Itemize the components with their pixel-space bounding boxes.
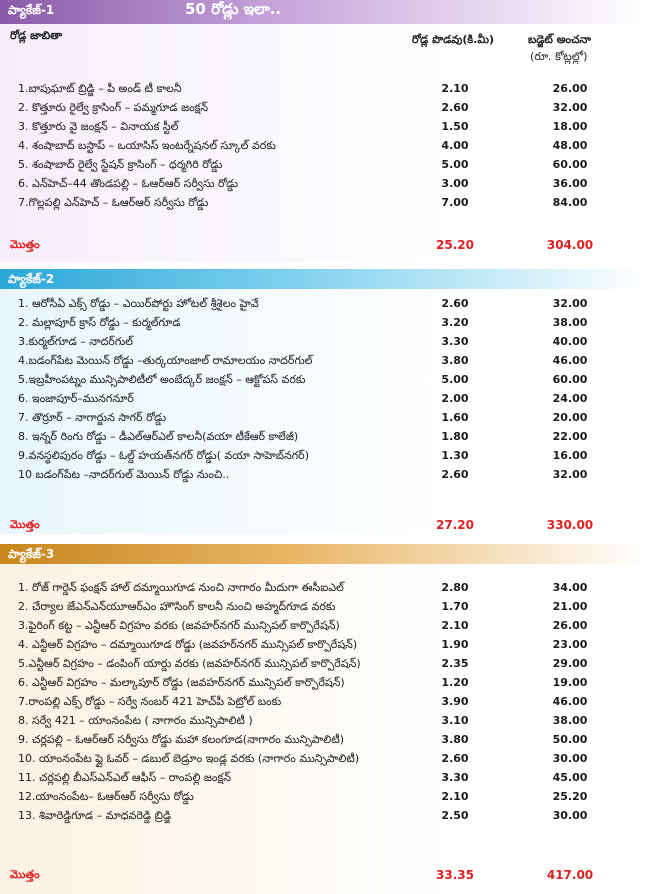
road-length: 2.60: [441, 468, 469, 481]
road-length: 2.10: [441, 790, 469, 803]
total-label: మొత్తం: [10, 518, 40, 531]
table-row: [0, 693, 647, 712]
road-length: 1.70: [441, 600, 469, 613]
column-header-budget-unit: (రూ. కోట్లల్లో): [530, 50, 588, 63]
road-name: 8. ఇన్నర్ రింగు రోడ్డు – డీఎల్‌ఆర్‌ఎల్ కాలనీ(వయా టీకేఆర్ కాలేజీ): [18, 430, 299, 443]
road-name: 3.ఫైరింగ్ కట్ట – ఎన్టీఆర్ విగ్రహం వరకు (జవహర్‌నగర్ మున్సిపల్ కార్పొరేషన్): [18, 619, 340, 632]
package-3-label: ప్యాకేజ్-3: [8, 547, 55, 561]
road-length: 2.35: [441, 657, 469, 670]
table-row: [0, 466, 647, 485]
road-budget: 48.00: [552, 139, 588, 152]
total-row: [0, 516, 647, 535]
table-row: [0, 333, 647, 352]
road-length: 1.80: [441, 430, 469, 443]
total-budget: 304.00: [546, 238, 594, 252]
table-row: [0, 409, 647, 428]
road-length: 4.00: [441, 139, 469, 152]
table-row: [0, 194, 647, 213]
road-length: 2.50: [441, 809, 469, 822]
road-name: 9. చర్లపల్లి – ఓఆర్‌ఆర్ సర్వీసు రోడ్డు మహా కలంగూడ(నాగారం మున్సిపాలిటీ): [18, 733, 344, 746]
total-budget: 330.00: [546, 518, 594, 532]
table-row: [0, 788, 647, 807]
road-length: 5.00: [441, 158, 469, 171]
table-row: [0, 352, 647, 371]
road-name: 11. చర్లపల్లి బీఎస్‌ఎన్‌ఎల్ ఆఫీస్ – రాంపల్లి జంక్షన్: [18, 771, 231, 784]
road-budget: 32.00: [552, 101, 588, 114]
package-1-label: ప్యాకేజ్-1: [8, 3, 55, 17]
road-budget: 34.00: [552, 581, 588, 594]
road-length: 1.90: [441, 638, 469, 651]
road-name: 5. శంషాబాద్ రైల్వే స్టేషన్ క్రాసింగ్ – ధర్మగిరి రోడ్డు: [18, 158, 223, 171]
road-name: 3. కొత్తూరు వై జంక్షన్ – వినాయక స్టీల్: [18, 120, 179, 133]
road-length: 3.30: [441, 335, 469, 348]
road-budget: 38.00: [552, 316, 588, 329]
total-length: 33.35: [436, 868, 474, 882]
table-row: [0, 636, 647, 655]
total-row: [0, 866, 647, 885]
road-length: 1.30: [441, 449, 469, 462]
table-row: [0, 428, 647, 447]
total-budget: 417.00: [546, 868, 594, 882]
road-length: 3.30: [441, 771, 469, 784]
road-budget: 60.00: [552, 373, 588, 386]
road-budget: 22.00: [552, 430, 588, 443]
total-length: 27.20: [436, 518, 474, 532]
table-row: [0, 295, 647, 314]
road-name: 6. ఎన్టీఆర్ విగ్రహం – మల్కాపూర్ రోడ్డు (జవహర్‌నగర్ మున్సిపల్ కార్పొరేషన్): [18, 676, 345, 689]
road-name: 5.ఎన్టీఆర్ విగ్రహం – డంపింగ్ యార్డు వరకు (జవహర్‌నగర్ మున్సిపల్ కార్పొరేషన్): [18, 657, 361, 670]
road-name: 4.బడంగ్‌పేట మెయిన్ రోడ్డు –తుర్కయాంజాల్ రామాలయం నాదర్‌గుల్: [18, 354, 313, 367]
page-title: 50 రోడ్లు ఇలా..: [185, 0, 282, 18]
table-row: [0, 175, 647, 194]
table-row: [0, 99, 647, 118]
road-budget: 29.00: [552, 657, 588, 670]
road-budget: 20.00: [552, 411, 588, 424]
road-name: 3.కుర్మల్‌గూడ – నాదర్‌గుల్: [18, 335, 133, 348]
road-name: 10 బడంగ్‌పేట –నాదర్‌గుల్ మెయిన్ రోడ్డు నుంచి..: [18, 468, 230, 481]
road-name: 6. ఇంజాపూర్–మునగనూర్: [18, 392, 134, 405]
column-header-budget: బడ్జెట్ అంచనా: [528, 33, 591, 46]
road-budget: 23.00: [552, 638, 588, 651]
package-2-header: [0, 269, 647, 289]
road-length: 3.20: [441, 316, 469, 329]
road-budget: 25.20: [552, 790, 588, 803]
road-name: 10. యాంనంపేట ఫ్లై ఓవర్ – డబుల్ బెడ్రూం ఇండ్ల వరకు (నాగారం మున్సిపాలిటీ): [18, 752, 360, 765]
road-length: 2.80: [441, 581, 469, 594]
road-budget: 40.00: [552, 335, 588, 348]
total-row: [0, 236, 647, 255]
table-row: [0, 712, 647, 731]
road-name: 4. శంషాబాద్ బస్టాప్ – ఒయాసిస్ ఇంటర్నేషనల్ స్కూల్ వరకు: [18, 139, 276, 152]
table-row: [0, 371, 647, 390]
total-label: మొత్తం: [10, 238, 40, 251]
road-budget: 21.00: [552, 600, 588, 613]
table-row: [0, 118, 647, 137]
road-budget: 60.00: [552, 158, 588, 171]
total-length: 25.20: [436, 238, 474, 252]
road-budget: 50.00: [552, 733, 588, 746]
road-name: 1. ఆరోసీఏ ఎక్స్ రోడ్డు – ఎయిర్‌పోర్టు హోటల్ శ్రీశైలం హైవే: [18, 297, 259, 310]
road-length: 2.10: [441, 82, 469, 95]
road-budget: 32.00: [552, 297, 588, 310]
road-name: 1.బాపుఘాట్ బ్రిడ్జి – పీ అండ్ టీ కాలనీ: [18, 82, 182, 95]
road-budget: 16.00: [552, 449, 588, 462]
road-length: 2.60: [441, 297, 469, 310]
road-budget: 46.00: [552, 695, 588, 708]
road-length: 1.60: [441, 411, 469, 424]
road-name: 13. శివారెడ్డిగూడ – మాధవరెడ్డి బ్రిడ్జి: [18, 809, 172, 822]
road-budget: 38.00: [552, 714, 588, 727]
road-length: 3.80: [441, 733, 469, 746]
column-header-roads: రోడ్ల జాబితా: [10, 29, 63, 42]
road-name: 1. రోజ్ గార్డెన్ ఫంక్షన్ హాల్ దమ్మాయిగూడ నుంచి నాగారం మీదుగా ఈసీఐఎల్: [18, 581, 344, 594]
road-length: 3.10: [441, 714, 469, 727]
road-length: 5.00: [441, 373, 469, 386]
road-budget: 45.00: [552, 771, 588, 784]
road-budget: 26.00: [552, 619, 588, 632]
table-row: [0, 655, 647, 674]
table-row: [0, 731, 647, 750]
column-header-length: రోడ్ల పొడవు(కి.మీ): [412, 33, 495, 46]
road-name: 7.రాంపల్లి ఎక్స్ రోడ్డు – సర్వే నంబర్ 421 హెచ్‌పీ పెట్రోల్ బంకు: [18, 695, 282, 708]
table-row: [0, 807, 647, 826]
total-label: మొత్తం: [10, 868, 40, 881]
road-length: 7.00: [441, 196, 469, 209]
road-name: 2. చేర్యాల జేఎన్‌ఎన్‌యూఆర్‌ఎం హౌసింగ్ కాలనీ నుంచి అహ్మద్‌గూడ వరకు: [18, 600, 336, 613]
road-length: 3.00: [441, 177, 469, 190]
road-name: 9.వనస్థలిపురం రోడ్డు – ఓల్డ్ హయత్‌నగర్ రోడ్డు( వయా సాహెబ్‌నగర్): [18, 449, 309, 462]
road-name: 7. తొర్రూర్ – నాగార్జున సాగర్ రోడ్డు: [18, 411, 167, 424]
road-budget: 32.00: [552, 468, 588, 481]
road-name: 4. ఎన్టీఆర్ విగ్రహం – దమ్మాయిగూడ రోడ్డు (జవహర్‌నగర్ మున్సిపల్ కార్పొరేషన్): [18, 638, 358, 651]
table-row: [0, 80, 647, 99]
table-row: [0, 390, 647, 409]
table-row: [0, 769, 647, 788]
table-row: [0, 579, 647, 598]
road-name: 12.యాంనంపేట– ఓఆర్‌ఆర్ సర్వీసు రోడ్డు: [18, 790, 194, 803]
table-row: [0, 617, 647, 636]
road-length: 3.80: [441, 354, 469, 367]
road-length: 2.60: [441, 101, 469, 114]
table-row: [0, 447, 647, 466]
road-budget: 30.00: [552, 752, 588, 765]
table-row: [0, 674, 647, 693]
road-name: 2. మల్లాపూర్ క్రాస్ రోడ్డు – కుర్మల్‌గూడ: [18, 316, 181, 329]
road-name: 6. ఎన్‌హెచ్–44 తొండపల్లి – ఓఆర్‌ఆర్ సర్వీసు రోడ్డు: [18, 177, 239, 190]
road-length: 1.50: [441, 120, 469, 133]
road-name: 7.గొల్లపల్లి ఎన్‌హెచ్ – ఓఆర్‌ఆర్ సర్వీసు రోడ్డు: [18, 196, 209, 209]
table-row: [0, 314, 647, 333]
road-budget: 30.00: [552, 809, 588, 822]
road-budget: 18.00: [552, 120, 588, 133]
road-budget: 36.00: [552, 177, 588, 190]
road-length: 2.00: [441, 392, 469, 405]
package-1-header: [0, 0, 647, 24]
road-length: 2.60: [441, 752, 469, 765]
road-budget: 26.00: [552, 82, 588, 95]
table-row: [0, 137, 647, 156]
road-budget: 24.00: [552, 392, 588, 405]
road-budget: 19.00: [552, 676, 588, 689]
road-length: 2.10: [441, 619, 469, 632]
road-budget: 46.00: [552, 354, 588, 367]
road-length: 1.20: [441, 676, 469, 689]
road-name: 8. సర్వే 421 – యాంనంపేట ( నాగారం మున్సిపాలిటీ ): [18, 714, 253, 727]
table-row: [0, 598, 647, 617]
road-name: 2. కొత్తూరు రైల్వే క్రాసింగ్ – పమ్మగూడ జంక్షన్: [18, 101, 209, 114]
package-3-header: [0, 544, 647, 564]
table-row: [0, 156, 647, 175]
road-length: 3.90: [441, 695, 469, 708]
table-row: [0, 750, 647, 769]
road-name: 5.ఇబ్రహీంపట్నం మున్సిపాలిటీలో అంబేద్కర్ జంక్షన్ – ఆక్టోపస్ వరకు: [18, 373, 306, 386]
package-2-label: ప్యాకేజ్-2: [8, 272, 55, 286]
road-budget: 84.00: [552, 196, 588, 209]
